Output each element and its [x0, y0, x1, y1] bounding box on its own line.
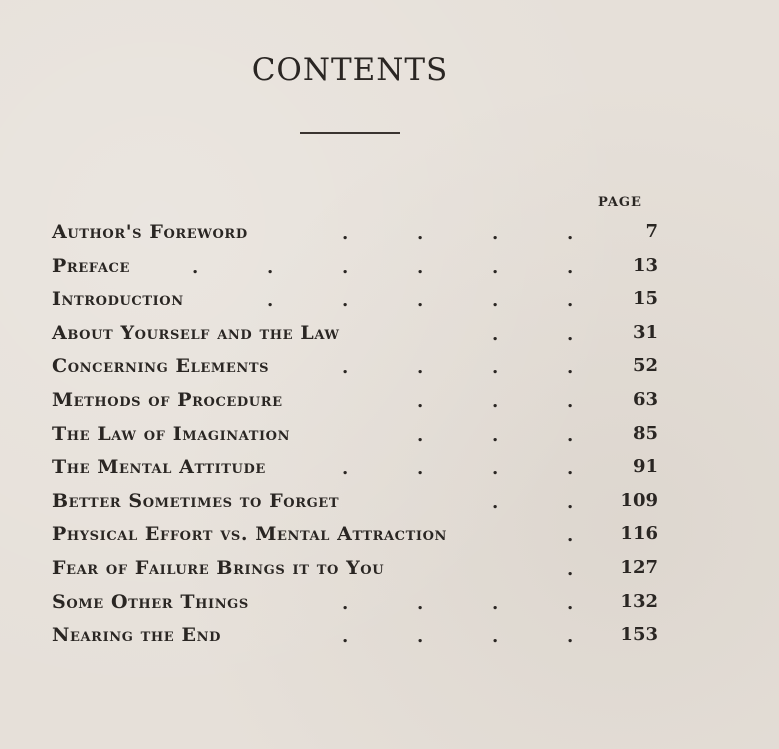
toc-entry[interactable] [52, 252, 662, 286]
toc-entry-page: 7 [645, 221, 658, 242]
toc-entry-page: 153 [620, 624, 658, 646]
toc-entry-title: Author's Foreword [52, 221, 248, 243]
dot-leader: . . . . [342, 357, 574, 379]
toc-entry-title: The Law of Imagination [52, 422, 291, 445]
toc-entry-page: 109 [620, 489, 658, 511]
toc-entry[interactable] [52, 554, 662, 588]
toc-entry-page: 63 [632, 388, 658, 410]
toc-entry-page: 13 [632, 254, 658, 276]
toc-entry-page: 132 [620, 590, 658, 612]
dot-leader: . . . . [342, 458, 574, 480]
toc-entry-title: Nearing the End [52, 624, 221, 647]
dot-leader: . . . . [342, 592, 574, 614]
toc-entry[interactable] [52, 386, 662, 420]
toc-entry[interactable] [52, 420, 662, 454]
dot-leader: . . . . [342, 626, 574, 648]
toc-entry[interactable] [52, 218, 662, 252]
toc-entry-page: 15 [632, 288, 658, 310]
toc-entry-page: 85 [632, 422, 658, 444]
page-title: CONTENTS [251, 52, 449, 88]
page-column-label: PAGE [598, 195, 642, 210]
table-of-contents [52, 218, 662, 655]
toc-entry-title: Some Other Things [52, 590, 249, 613]
toc-entry-title: Fear of Failure Brings it to You [52, 556, 385, 579]
toc-entry-title: Methods of Procedure [52, 388, 283, 411]
toc-entry-page: 116 [620, 523, 658, 545]
toc-entry-page: 31 [632, 321, 658, 343]
dot-leader: . . . . [342, 223, 574, 244]
dot-leader: . . . [417, 390, 574, 412]
toc-entry-title: Introduction [52, 288, 184, 311]
toc-entry[interactable] [52, 487, 662, 521]
toc-entry[interactable] [52, 285, 662, 319]
toc-entry-page: 91 [632, 456, 658, 478]
dot-leader: . [567, 558, 574, 580]
title-rule [300, 132, 400, 134]
toc-entry-title: The Mental Attitude [52, 456, 266, 479]
dot-leader: . . . . . [267, 290, 574, 312]
toc-entry-page: 127 [620, 556, 658, 578]
toc-entry[interactable] [52, 453, 662, 487]
dot-leader: . . [492, 491, 574, 513]
toc-entry[interactable] [52, 588, 662, 622]
toc-entry[interactable] [52, 319, 662, 353]
toc-entry-title: Preface [52, 254, 131, 277]
toc-entry[interactable] [52, 352, 662, 386]
toc-entry-title: Better Sometimes to Forget [52, 489, 340, 512]
toc-entry-title: About Yourself and the Law [52, 321, 340, 344]
toc-entry[interactable] [52, 520, 662, 554]
dot-leader: . . . [417, 424, 574, 446]
dot-leader: . . [492, 323, 574, 345]
toc-entry-title: Physical Effort vs. Mental Attraction [52, 523, 447, 546]
toc-entry-page: 52 [632, 355, 658, 377]
dot-leader: . [567, 525, 574, 547]
toc-entry[interactable] [52, 621, 662, 655]
dot-leader: . . . . . . [192, 256, 574, 278]
toc-entry-title: Concerning Elements [52, 355, 270, 378]
